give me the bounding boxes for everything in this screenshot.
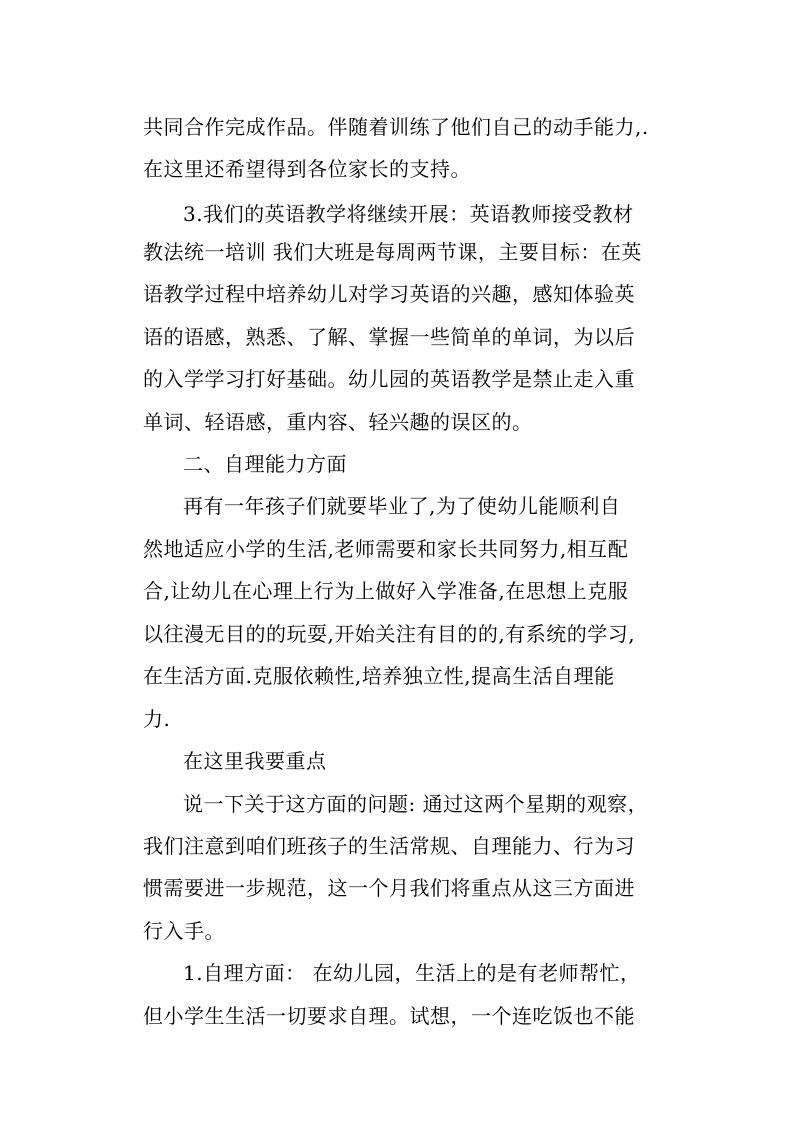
text-line: 行入手。 [143, 919, 225, 943]
text-line: 单词、轻语感，重内容、轻兴趣的误区的。 [143, 410, 533, 434]
text-line: 在这里还希望得到各位家长的支持。 [143, 157, 471, 181]
section-heading: 二、自理能力方面 [183, 452, 347, 476]
text-line: 以往漫无目的的玩耍,开始关注有目的的,有系统的学习, [143, 622, 636, 646]
text-line: 但小学生生活一切要求自理。试想，一个连吃饭也不能 [143, 1004, 635, 1028]
text-line: 共同合作完成作品。伴随着训练了他们自己的动手能力,. [143, 115, 649, 139]
text-line: 合,让幼儿在心理上行为上做好入学准备,在思想上克服 [143, 579, 629, 603]
text-line: 惯需要进一步规范，这一个月我们将重点从这三方面进 [143, 876, 635, 900]
text-line: 语教学过程中培养幼儿对学习英语的兴趣，感知体验英 [143, 282, 635, 306]
paragraph-first-line: 1.自理方面： 在幼儿园，生活上的是有老师帮忙， [183, 961, 641, 985]
text-line: 语的语感，熟悉、了解、掌握一些简单的单词，为以后 [143, 325, 635, 349]
text-line: 教法统一培训 我们大班是每周两节课，主要目标：在英 [143, 240, 642, 264]
text-line: 我们注意到咱们班孩子的生活常规、自理能力、行为习 [143, 834, 635, 858]
paragraph-first-line: 在这里我要重点 [183, 749, 327, 773]
paragraph-first-line: 再有一年孩子们就要毕业了,为了使幼儿能顺利自 [183, 494, 621, 518]
text-line: 力. [143, 707, 171, 731]
text-line: 然地适应小学的生活,老师需要和家长共同努力,相互配 [143, 537, 629, 561]
paragraph-first-line: 3.我们的英语教学将继续开展：英语教师接受教材 [183, 202, 634, 226]
text-line: 在生活方面.克服依赖性,培养独立性,提高生活自理能 [143, 664, 615, 688]
text-line: 的入学学习打好基础。幼儿园的英语教学是禁止走入重 [143, 367, 635, 391]
paragraph-first-line: 说一下关于这方面的问题: 通过这两个星期的观察， [183, 792, 649, 816]
